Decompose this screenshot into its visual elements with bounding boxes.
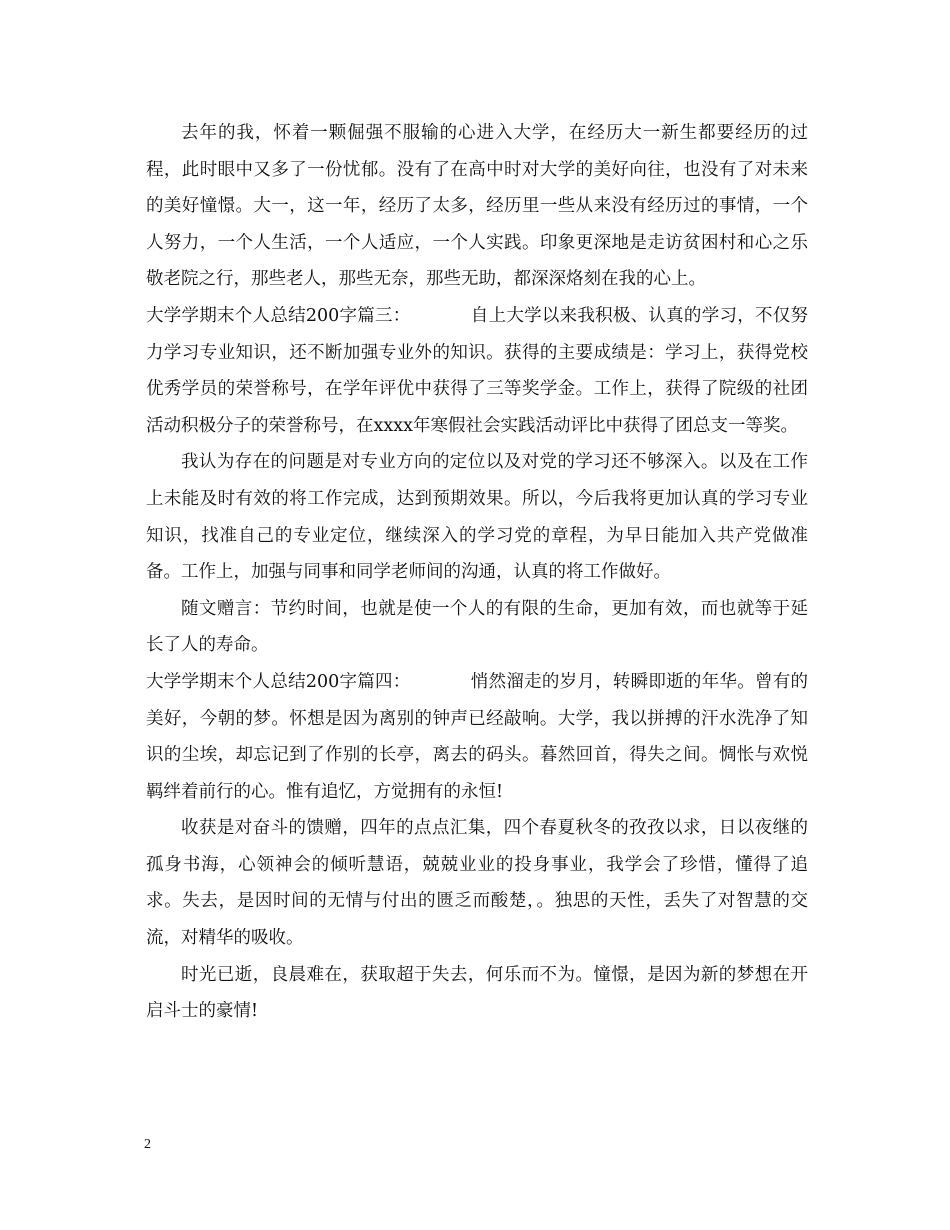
paragraph-5 bbox=[146, 664, 808, 810]
section-heading-3: 大学学期末个人总结200字篇三： bbox=[146, 305, 411, 326]
paragraph-1: 去年的我，怀着一颗倔强不服输的心进入大学，在经历大一新生都要经历的过程，此时眼中又多了一份忧郁。没有了在高中时对大学的美好向往，也没有了对未来的美好憧憬。大一，这一年，经历了太多，经历里一些从来没有经历过的事情，一个人努力，一个人生活，一个人适应，一个人实践。印象更深地是走访贫困村和心之乐敬老院之行，那些老人，那些无奈，那些无助，都深深烙刻在我的心上。 bbox=[146, 123, 808, 290]
document-body bbox=[146, 115, 808, 1030]
page-number: 2 bbox=[144, 1137, 151, 1152]
section-3-text: 自上大学以来我积极、认真的学习，不仅努力学习专业知识，还不断加强专业外的知识。获得的主要成绩是：学习上，获得党校优秀学员的荣誉称号，在学年评优中获得了三等奖学金。工作上，获得了院级的社团活动积极分子的荣誉称号，在xxxx年寒假社会实践活动评比中获得了团总支一等奖。 bbox=[146, 305, 808, 436]
paragraph-6: 收获是对奋斗的馈赠，四年的点点汇集，四个春夏秋冬的孜孜以求，日以夜继的孤身书海，心领神会的倾听慧语，兢兢业业的投身事业，我学会了珍惜，懂得了追求。失去，是因时间的无情与付出的匮乏而酸楚，。独思的天性，丢失了对智慧的交流，对精华的吸收。 bbox=[146, 818, 808, 949]
paragraph-4: 随文赠言：节约时间，也就是使一个人的有限的生命，更加有效，而也就等于延长了人的寿命。 bbox=[146, 598, 808, 656]
section-heading-4: 大学学期末个人总结200字篇四： bbox=[146, 671, 411, 692]
paragraph-7: 时光已逝，良晨难在，获取超于失去，何乐而不为。憧憬，是因为新的梦想在开启斗士的豪情! bbox=[146, 964, 808, 1022]
section-4-text: 悄然溜走的岁月，转瞬即逝的年华。曾有的美好，今朝的梦。怀想是因为离别的钟声已经敲响。大学，我以拼搏的汗水洗净了知识的尘埃，却忘记到了作别的长亭，离去的码头。暮然回首，得失之间。惆怅与欢悦羁绊着前行的心。惟有追忆，方觉拥有的永恒! bbox=[146, 671, 808, 802]
paragraph-2 bbox=[146, 298, 808, 444]
paragraph-3: 我认为存在的问题是对专业方向的定位以及对党的学习还不够深入。以及在工作上未能及时有效的将工作完成，达到预期效果。所以，今后我将更加认真的学习专业知识，找准自己的专业定位，继续深入的学习党的章程，为早日能加入共产党做准备。工作上，加强与同事和同学老师间的沟通，认真的将工作做好。 bbox=[146, 452, 808, 583]
